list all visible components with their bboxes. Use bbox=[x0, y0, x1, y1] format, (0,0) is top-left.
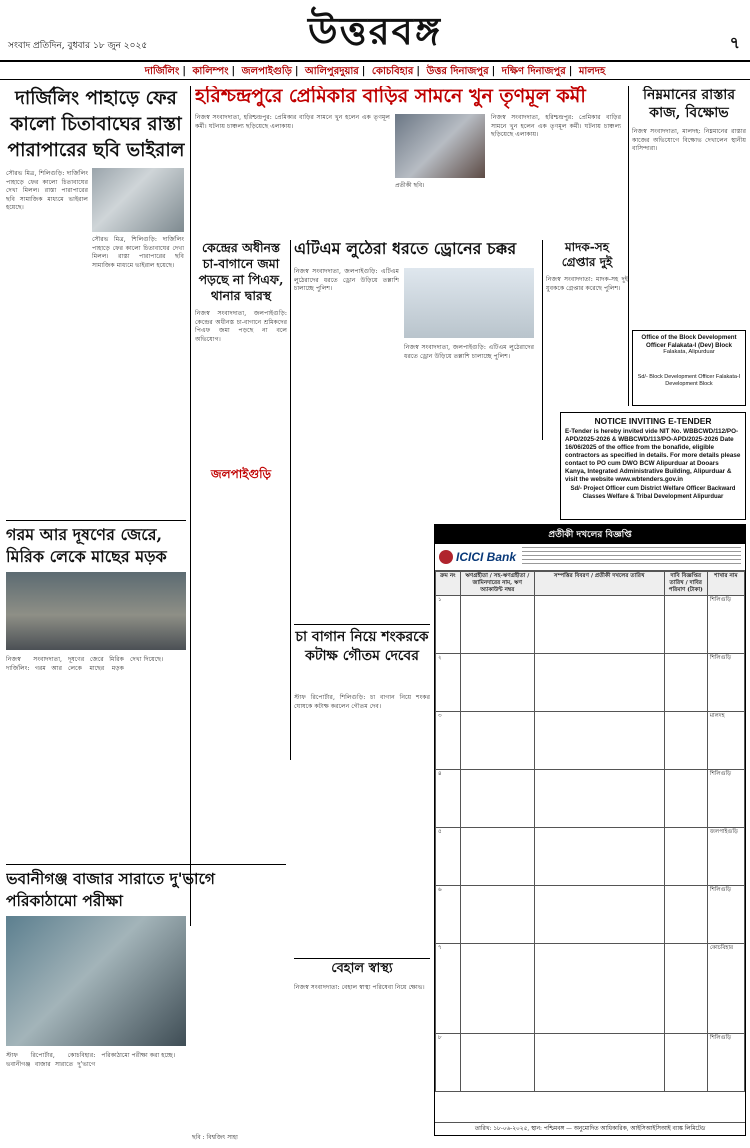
column-rule bbox=[290, 240, 291, 760]
table-row: ৭ কোচবিহার bbox=[436, 944, 745, 1034]
bdo-notice bbox=[632, 330, 746, 406]
bazar-article bbox=[6, 864, 286, 1144]
section-rule bbox=[294, 624, 430, 625]
leopard-article bbox=[6, 86, 186, 516]
section-rule bbox=[6, 864, 286, 865]
table-row: ৮ শিলিগুড়ি bbox=[436, 1034, 745, 1092]
page-title: উত্তরবঙ্গ bbox=[307, 8, 443, 53]
lake-photo bbox=[6, 572, 186, 650]
tea-garden-article bbox=[294, 624, 430, 954]
fish-death-headline: গরম আর দূষণের জেরে, মিরিক লেকে মাছের মড়ক bbox=[6, 525, 167, 566]
fish-death-body: নিজস্ব সংবাদদাতা, দার্জিলিং: গরম আর দূষণের জেরে মিরিক লেকে মাছের মড়ক দেখা দিয়েছে। bbox=[6, 656, 164, 672]
column-rule bbox=[542, 240, 543, 440]
date-line: সংবাদ প্রতিদিন, বুধবার ১৮ জুন ২০২৫ bbox=[8, 41, 148, 51]
tea-garden-headline: চা বাগান নিয়ে শংকরকে কটাক্ষ গৌতম দেবের bbox=[295, 629, 429, 664]
tea-pf-body: নিজস্ব সংবাদদাতা, জলপাইগুড়ি: কেন্দ্রের অধীনস্ত চা-বাগানে শ্রমিকদের পিএফ জমা পড়ছে না বলে অভিযোগ। bbox=[195, 310, 287, 343]
table-header-cell: দাবি বিজ্ঞপ্তির তারিখ / দাবির পরিমাণ (টাকা) bbox=[664, 572, 707, 596]
drug-arrest-body: নিজস্ব সংবাদদাতা: মাদক-সহ দুই যুবককে গ্রেপ্তার করেছে পুলিশ। bbox=[546, 276, 628, 292]
tea-pf-article bbox=[195, 240, 287, 512]
district-item: উত্তর দিনাজপুর bbox=[426, 66, 489, 77]
district-strip: দার্জিলিং | কালিম্পং | জলপাইগুড়ি | আলিপুরদুয়ার | কোচবিহার | উত্তর দিনাজপুর | দক্ষিণ দিনাজপুর | মালদহ bbox=[0, 64, 750, 80]
health-body: নিজস্ব সংবাদদাতা: বেহাল স্বাস্থ্য পরিষেবা নিয়ে ক্ষোভ। bbox=[294, 984, 425, 991]
page-number: ৭ bbox=[729, 33, 740, 52]
murder-article bbox=[195, 86, 625, 236]
road-headline: নিম্নমানের রাস্তার কাজ, বিক্ষোভ bbox=[642, 87, 736, 121]
bazar-body: স্টাফ রিপোর্টার, কোচবিহার: ভবানীগঞ্জ বাজার সারাতে দু'ভাগে পরিকাঠামো পরীক্ষা করা হচ্ছে। bbox=[6, 1052, 176, 1068]
road-body: নিজস্ব সংবাদদাতা, মালদহ: নিম্নমানের রাস্তার কাজের অভিযোগে বিক্ষোভ দেখালেন স্থানীয় বাসিন্দারা। bbox=[632, 128, 746, 152]
murder-photo bbox=[395, 114, 485, 178]
tea-pf-headline: কেন্দ্রের অধীনস্ত চা-বাগানে জমা পড়ছে না পিএফ, থানার দ্বারস্থ bbox=[198, 240, 284, 303]
bdo-notice-title: Office of the Block Development Officer Falakata-I (Dev) Block bbox=[641, 334, 737, 349]
district-item: কালিম্পং bbox=[192, 66, 229, 77]
table-row: ৩ মালদহ bbox=[436, 712, 745, 770]
table-row: ২ শিলিগুড়ি bbox=[436, 654, 745, 712]
bdo-notice-subtitle: Falakata, Alipurduar bbox=[663, 349, 715, 355]
murder-body: নিজস্ব সংবাদদাতা, হরিশ্চন্দ্রপুর: প্রেমিকার বাড়ির সামনে খুন হলেন এক তৃণমূল কর্মী। ঘটনায় চাঞ্চল্য ছড়িয়েছে এলাকায়। bbox=[195, 114, 390, 130]
drug-arrest-article bbox=[546, 240, 628, 440]
leopard-photo bbox=[92, 168, 184, 232]
drone-photo bbox=[404, 268, 534, 338]
table-header-cell: শাখার নাম bbox=[707, 572, 744, 596]
table-row: ৬ শিলিগুড়ি bbox=[436, 886, 745, 944]
table-row: ১ শিলিগুড়ি bbox=[436, 596, 745, 654]
bazar-photo-credit: ছবি : বিশ্বজিৎ সাহা bbox=[192, 1134, 238, 1141]
murder-headline: হরিশ্চন্দ্রপুরে প্রেমিকার বাড়ির সামনে খুন তৃণমূল কর্মী bbox=[195, 86, 586, 107]
section-rule bbox=[6, 520, 186, 521]
district-item: কোচবিহার bbox=[371, 66, 414, 77]
road-article bbox=[632, 86, 746, 326]
etender-body: E-Tender is hereby invited vide NIT No. WBBCWD/112/PO-APD/2025-2026 & WBBCWD/113/PO-APD/2025-2026 Date 16/06/2025 of the office from the bonafide, eligible contractors as specified in details. For more details please contact to PO cum DWO BCW Alipurduar at Dooars Kanya, Integrated Administrative Building, Alipurduar & visit the website www.wbtenders.gov.in bbox=[565, 428, 741, 483]
atm-drone-body-col2: নিজস্ব সংবাদদাতা, জলপাইগুড়ি: এটিএম লুঠেরাদের ধরতে ড্রোন উড়িয়ে তল্লাশি চালাচ্ছে পুলিশ। bbox=[404, 344, 534, 360]
bazar-headline: ভবানীগঞ্জ বাজার সারাতে দু'ভাগে পরিকাঠামো পরীক্ষা bbox=[6, 869, 215, 910]
tea-garden-body: স্টাফ রিপোর্টার, শিলিগুড়ি: চা বাগান নিয়ে শংকর ঘোষকে কটাক্ষ করলেন গৌতম দেব। bbox=[294, 694, 430, 710]
icici-notice bbox=[434, 524, 746, 1136]
column-rule bbox=[628, 86, 629, 406]
table-header-cell: ক্রম নং bbox=[436, 572, 461, 596]
column-rule bbox=[190, 86, 191, 926]
health-headline: বেহাল স্বাস্থ্য bbox=[331, 961, 393, 976]
table-header-cell: ঋণগ্রহীতা / সহ-ঋণগ্রহীতা / জামিনদারের নাম, ঋণ অ্যাকাউন্ট নম্বর bbox=[460, 572, 534, 596]
icici-intro bbox=[522, 547, 741, 567]
icici-header bbox=[435, 544, 745, 571]
leopard-body-col2: সৌরভ মিত্র, শিলিগুড়ি: দার্জিলিং পাহাড়ে ফের কালো চিতাবাঘের দেখা মিলল। রাস্তা পারাপারের ছবি সামাজিক মাধ্যমে ভাইরাল হয়েছে। bbox=[92, 236, 184, 269]
bdo-notice-signature: Sd/- Block Development Officer Falakata-I Development Block bbox=[637, 374, 741, 387]
health-article bbox=[294, 958, 430, 1144]
table-header-cell: সম্পত্তির বিবরণ / প্রতীকী দখলের তারিখ bbox=[534, 572, 664, 596]
etender-signature: Sd/- Project Officer cum District Welfare Officer Backward Classes Welfare & Tribal Development Alipurduar bbox=[570, 486, 736, 500]
table-row: ৪ শিলিগুড়ি bbox=[436, 770, 745, 828]
table-row: ৫ জলপাইগুড়ি bbox=[436, 828, 745, 886]
district-item: মালদহ bbox=[578, 66, 606, 77]
district-item: আলিপুরদুয়ার bbox=[304, 66, 359, 77]
icici-bank-name: ICICI Bank bbox=[456, 550, 517, 564]
masthead bbox=[0, 0, 750, 62]
etender-notice bbox=[560, 412, 746, 520]
etender-title: NOTICE INVITING E-TENDER bbox=[594, 416, 712, 426]
leopard-body: সৌরভ মিত্র, শিলিগুড়ি: দার্জিলিং পাহাড়ে ফের কালো চিতাবাঘের দেখা মিলল। রাস্তা পারাপারের ছবি সামাজিক মাধ্যমে ভাইরাল হয়েছে। bbox=[6, 170, 88, 211]
section-rule bbox=[294, 958, 430, 959]
atm-drone-body: নিজস্ব সংবাদদাতা, জলপাইগুড়ি: এটিএম লুঠেরাদের ধরতে ড্রোন উড়িয়ে তল্লাশি চালাচ্ছে পুলিশ। bbox=[294, 268, 399, 292]
atm-drone-headline: এটিএম লুঠেরা ধরতে ড্রোনের চক্কর bbox=[294, 240, 517, 258]
fish-death-article bbox=[6, 520, 186, 860]
district-item: দক্ষিণ দিনাজপুর bbox=[501, 66, 566, 77]
district-item: দার্জিলিং bbox=[144, 66, 180, 77]
district-item: জলপাইগুড়ি bbox=[241, 66, 292, 77]
icici-table bbox=[435, 571, 745, 1092]
table-header-row bbox=[436, 572, 745, 596]
icici-banner: প্রতীকী দখলের বিজ্ঞপ্তি bbox=[435, 525, 745, 544]
bazar-photo bbox=[6, 916, 186, 1046]
murder-body-col2: নিজস্ব সংবাদদাতা, হরিশ্চন্দ্রপুর: প্রেমিকার বাড়ির সামনে খুন হলেন এক তৃণমূল কর্মী। ঘটনায় চাঞ্চল্য ছড়িয়েছে এলাকায়। bbox=[491, 114, 621, 138]
icici-footer: তারিখ: ১৮-০৬-২০২৫, স্থান: পশ্চিমবঙ্গ — অনুমোদিত আধিকারিক, আইসিআইসিআই ব্যাঙ্ক লিমিটেড bbox=[435, 1122, 745, 1135]
murder-photo-caption: প্রতীকী ছবি। bbox=[395, 182, 425, 189]
leopard-headline: দার্জিলিং পাহাড়ে ফের কালো চিতাবাঘের রাস্তা পারাপারের ছবি ভাইরাল bbox=[7, 88, 185, 161]
icici-logo-icon bbox=[439, 550, 453, 564]
drug-arrest-headline: মাদক-সহ গ্রেপ্তার দুই bbox=[561, 240, 613, 269]
tea-pf-district-tag: জলপাইগুড়ি bbox=[210, 467, 272, 481]
